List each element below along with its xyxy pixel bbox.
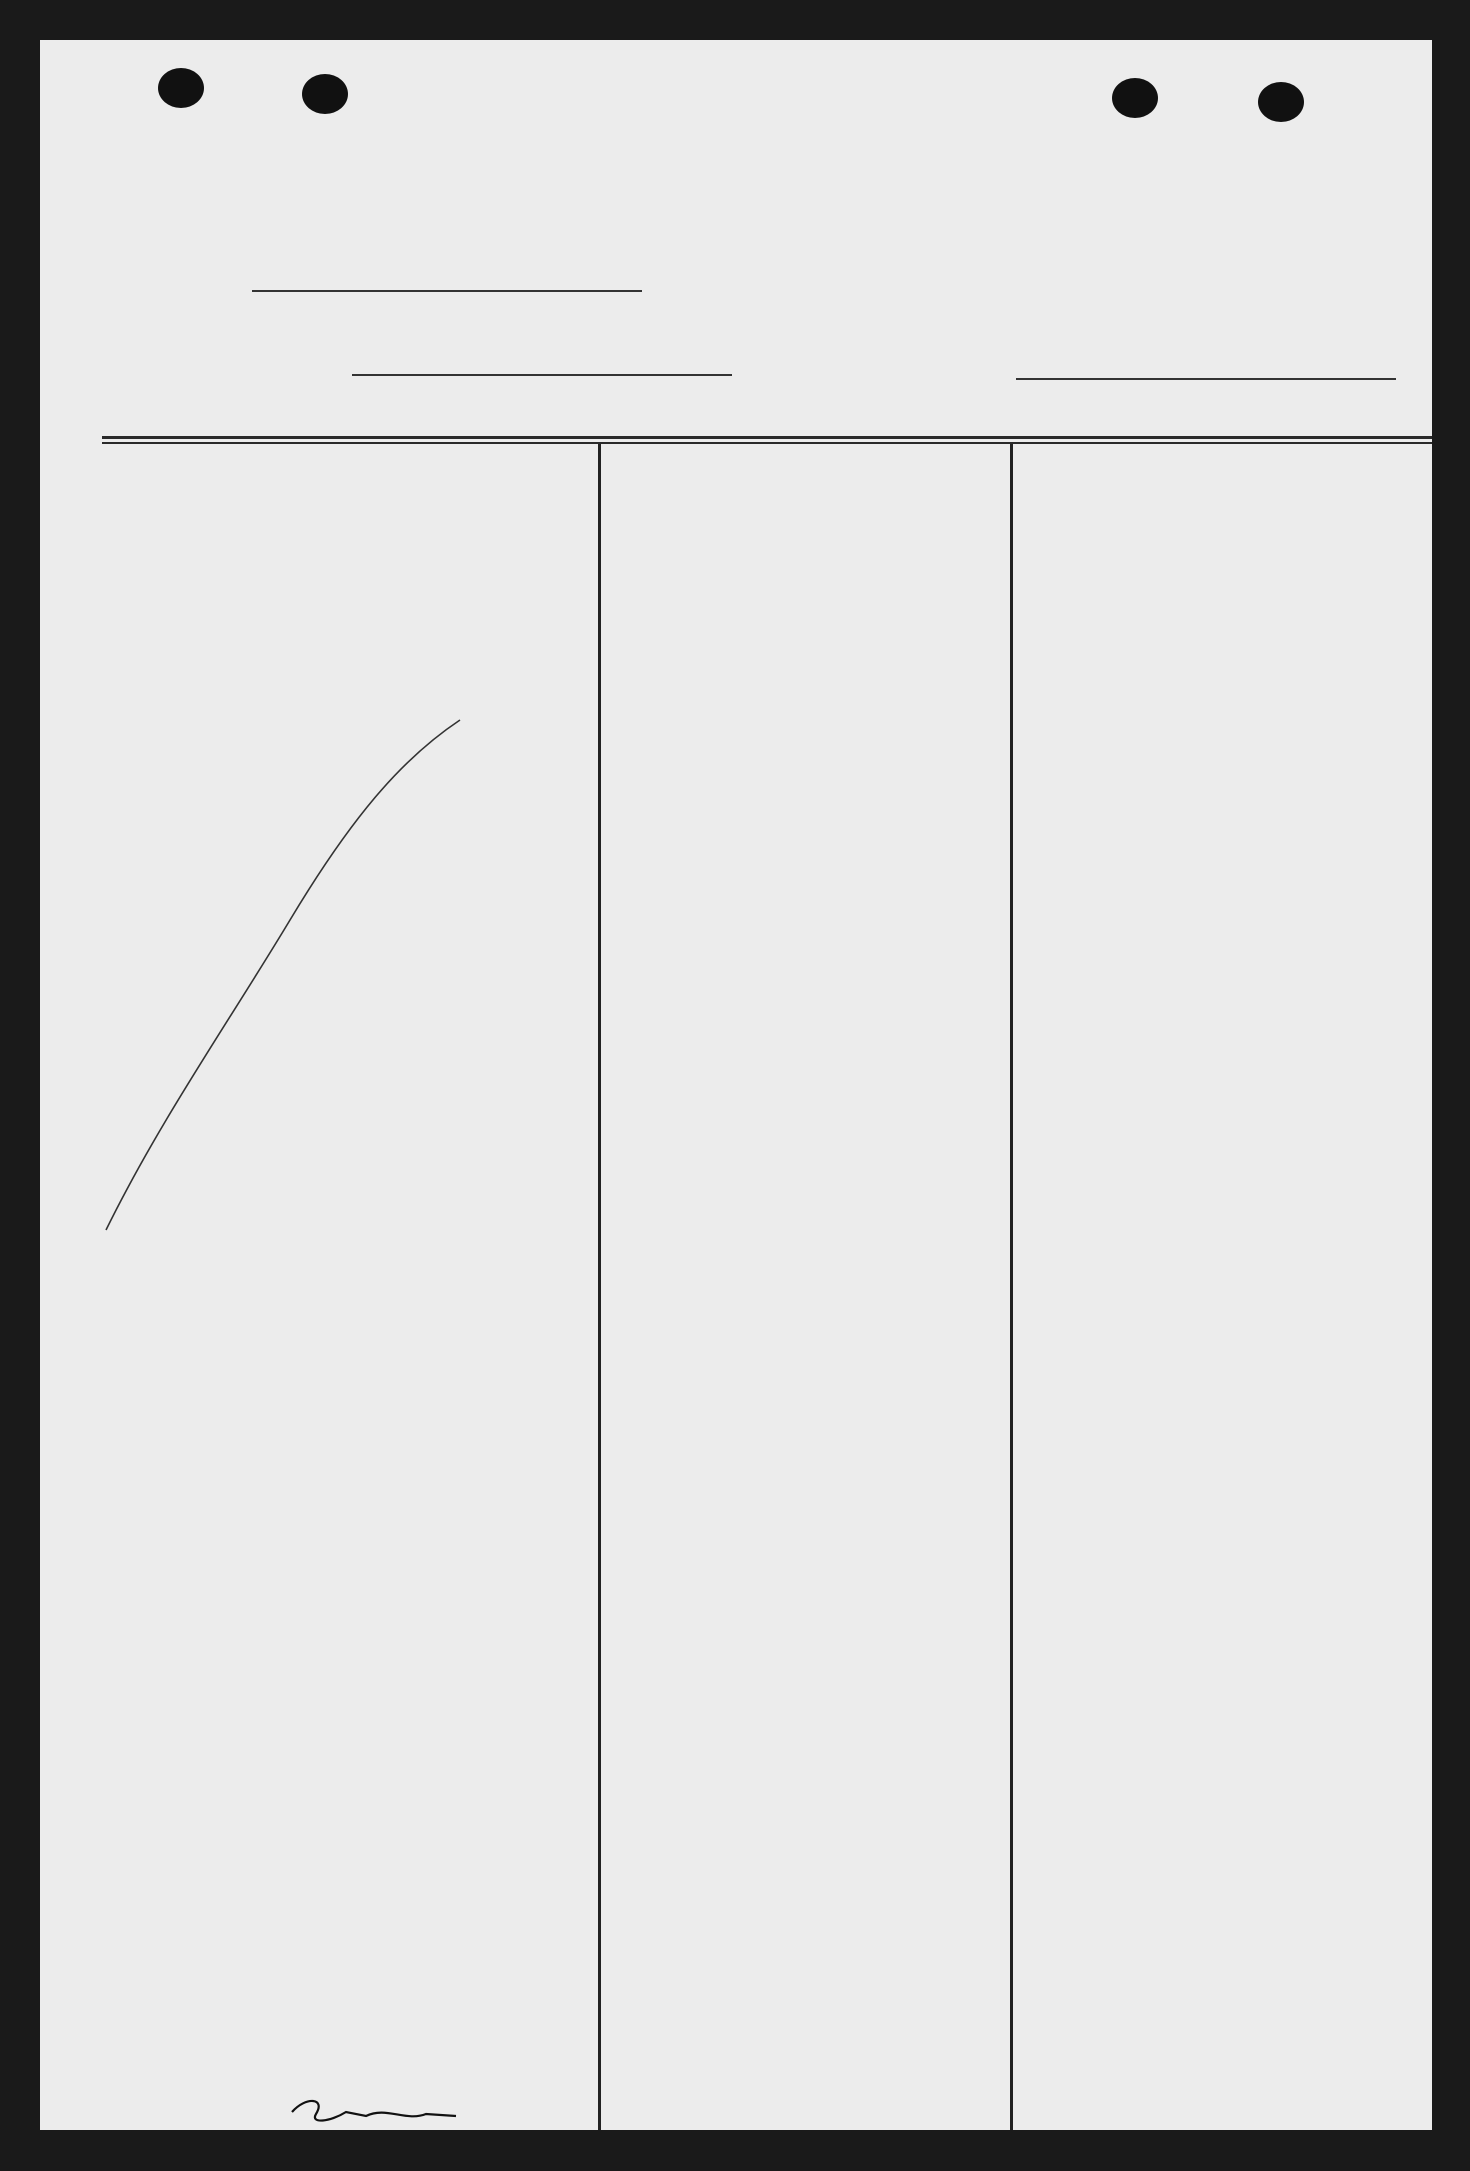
signature bbox=[286, 2092, 526, 2130]
manifest-sheet bbox=[40, 40, 1432, 2130]
void-strike-line bbox=[40, 40, 1432, 2130]
